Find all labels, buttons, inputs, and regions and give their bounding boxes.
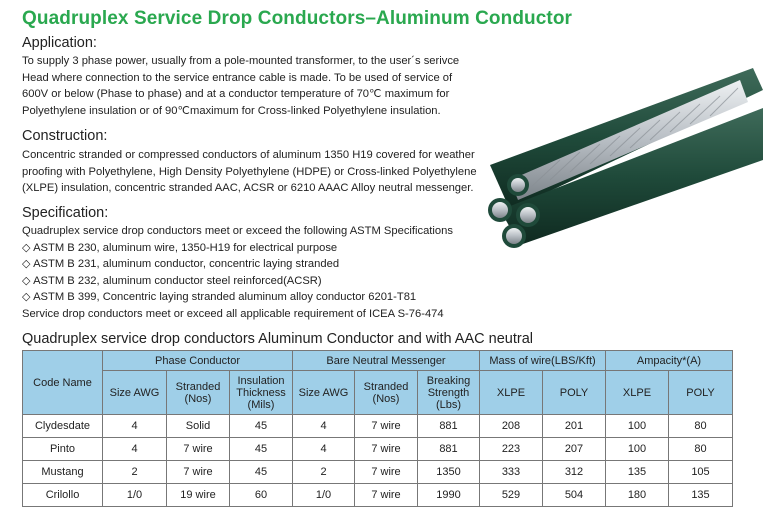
cell-code-name: Mustang xyxy=(23,461,103,484)
specification-text xyxy=(22,223,453,322)
subheader: Size AWG xyxy=(103,371,167,415)
subheader: Size AWG xyxy=(293,371,355,415)
specification-line: ◇ ASTM B 399, Concentric laying stranded aluminum alloy conductor 6201-T81 xyxy=(22,291,417,303)
cable-image xyxy=(470,60,763,255)
table-row xyxy=(23,461,733,484)
page-title: Quadruplex Service Drop Conductors–Aluminum Conductor xyxy=(22,8,573,29)
table-cell: 105 xyxy=(669,461,733,484)
subheader: XLPE xyxy=(480,371,543,415)
construction-line: (XLPE) insulation, concentric stranded AAC, ACSR or 6210 AAAC Alloy neutral messenger. xyxy=(22,182,474,194)
application-text xyxy=(22,53,459,119)
table-cell: 1350 xyxy=(418,461,480,484)
table-title: Quadruplex service drop conductors Aluminum Conductor and with AAC neutral xyxy=(22,331,533,347)
table-cell: 208 xyxy=(480,415,543,438)
construction-heading: Construction: xyxy=(22,128,108,144)
table-cell: Solid xyxy=(167,415,230,438)
subheader: POLY xyxy=(543,371,606,415)
table-cell: 2 xyxy=(103,461,167,484)
table-cell: 223 xyxy=(480,438,543,461)
table-row xyxy=(23,438,733,461)
table-cell: 7 wire xyxy=(355,461,418,484)
table-cell: 201 xyxy=(543,415,606,438)
table-cell: 4 xyxy=(103,415,167,438)
table-cell: 45 xyxy=(230,438,293,461)
table-cell: 2 xyxy=(293,461,355,484)
subheader: Stranded (Nos) xyxy=(355,371,418,415)
header-ampacity: Ampacity*(A) xyxy=(606,351,733,371)
table-cell: 4 xyxy=(103,438,167,461)
table-cell: 1/0 xyxy=(103,484,167,507)
application-line: Head where connection to the service entrance cable is made. To be used of service of xyxy=(22,71,453,84)
spec-table xyxy=(22,350,733,507)
specification-line: Quadruplex service drop conductors meet or exceed the following ASTM Specifications xyxy=(22,225,453,237)
table-row xyxy=(23,484,733,507)
table-cell: 881 xyxy=(418,438,480,461)
table-cell: 45 xyxy=(230,415,293,438)
table-cell: 60 xyxy=(230,484,293,507)
table-cell: 135 xyxy=(606,461,669,484)
specification-line: ◇ ASTM B 230, aluminum wire, 1350-H19 for electrical purpose xyxy=(22,241,338,254)
specification-heading: Specification: xyxy=(22,205,109,221)
subheader: XLPE xyxy=(606,371,669,415)
cell-code-name: Clydesdate xyxy=(23,415,103,438)
table-cell: 45 xyxy=(230,461,293,484)
table-cell: 312 xyxy=(543,461,606,484)
table-cell: 7 wire xyxy=(355,415,418,438)
specification-line: ◇ ASTM B 231, aluminum conductor, concentric laying stranded xyxy=(22,258,340,270)
table-cell: 529 xyxy=(480,484,543,507)
header-neutral-messenger: Bare Neutral Messenger xyxy=(293,351,480,371)
table-cell: 7 wire xyxy=(355,484,418,507)
header-code-name: Code Name xyxy=(23,351,103,415)
table-cell: 100 xyxy=(606,438,669,461)
table-cell: 100 xyxy=(606,415,669,438)
table-cell: 881 xyxy=(418,415,480,438)
table-cell: 7 wire xyxy=(167,438,230,461)
specification-line: ◇ ASTM B 232, aluminum conductor steel reinforced(ACSR) xyxy=(22,274,322,287)
application-line: To supply 3 phase power, usually from a pole-mounted transformer, to the user´s serivce xyxy=(22,55,460,67)
table-cell: 1990 xyxy=(418,484,480,507)
application-heading: Application: xyxy=(22,35,97,51)
subheader: Insulation Thickness (Mils) xyxy=(230,371,293,415)
header-phase-conductor: Phase Conductor xyxy=(103,351,293,371)
construction-line: Concentric stranded or compressed conductors of aluminum 1350 H19 covered for weather xyxy=(22,149,475,161)
specification-line: Service drop conductors meet or exceed all applicable requirement of ICEA S-76-474 xyxy=(22,307,444,320)
header-mass: Mass of wire(LBS/Kft) xyxy=(480,351,606,371)
table-cell: 4 xyxy=(293,415,355,438)
table-cell: 7 wire xyxy=(167,461,230,484)
cell-code-name: Pinto xyxy=(23,438,103,461)
table-row xyxy=(23,415,733,438)
construction-line: proofing with Polyethylene, High Density Polyethylene (HDPE) or Cross-linked Polyethylene xyxy=(22,165,477,178)
table-cell: 333 xyxy=(480,461,543,484)
application-line: Polyethylene insulation or of 90℃maximum for Cross-linked Polyethylene insulation. xyxy=(22,104,441,117)
subheader: Stranded (Nos) xyxy=(167,371,230,415)
table-cell: 80 xyxy=(669,415,733,438)
table-cell: 504 xyxy=(543,484,606,507)
table-cell: 80 xyxy=(669,438,733,461)
table-cell: 19 wire xyxy=(167,484,230,507)
table-cell: 7 wire xyxy=(355,438,418,461)
subheader: Breaking Strength (Lbs) xyxy=(418,371,480,415)
table-cell: 207 xyxy=(543,438,606,461)
cell-code-name: Crilollo xyxy=(23,484,103,507)
table-cell: 135 xyxy=(669,484,733,507)
table-cell: 1/0 xyxy=(293,484,355,507)
subheader: POLY xyxy=(669,371,733,415)
application-line: 600V or below (Phase to phase) and at a conductor temperature of 70℃ maximum for xyxy=(22,88,450,100)
table-cell: 4 xyxy=(293,438,355,461)
construction-text xyxy=(22,147,477,197)
table-cell: 180 xyxy=(606,484,669,507)
